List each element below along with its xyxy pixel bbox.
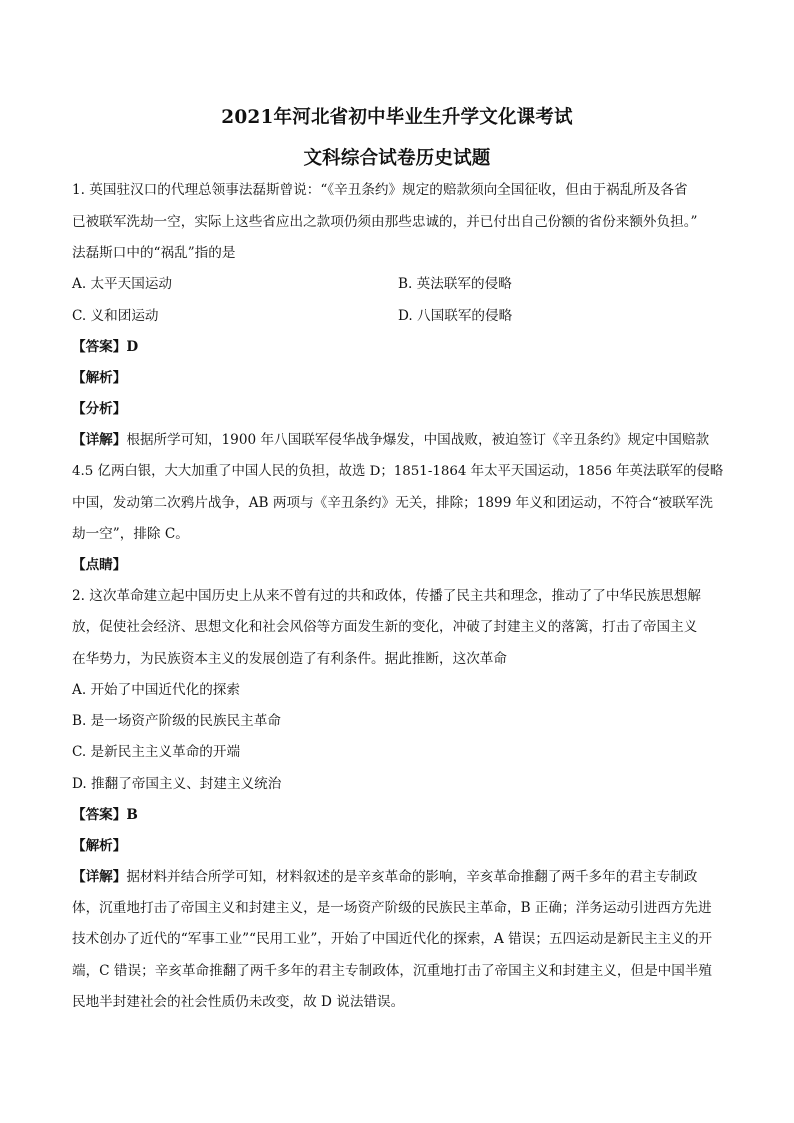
answer-value: B [126,807,138,823]
document-subtitle: 文科综合试卷历史试题 [303,148,491,169]
q1-option-c: C. 义和团运动 [72,308,159,324]
q2-detail-line-3: 技术创办了近代的“军事工业”“民用工业”，开始了中国近代化的探索，A 错误；五四运动是新民主主义的开 [72,931,713,947]
q1-option-a: A. 太平天国运动 [72,276,173,292]
q2-detail-line-4: 端，C 错误；辛亥革命推翻了两千多年的君主专制政体，沉重地打击了帝国主义和封建主义，但是中国半殖 [72,963,713,979]
q2-option-a: A. 开始了中国近代化的探索 [72,682,240,698]
q1-option-b: B. 英法联军的侵略 [398,276,512,292]
q2-option-d: D. 推翻了帝国主义、封建主义统治 [72,776,282,792]
q1-detail-line-4: 劫一空”，排除 C。 [72,526,189,542]
q1-stem-line-3: 法磊斯口中的“祸乱”指的是 [72,245,236,261]
answer-label: 【答案】 [72,339,127,355]
detail-text: 据材料并结合所学可知，材料叙述的是辛亥革命的影响，辛亥革命推翻了两千多年的君主专制政 [126,869,698,885]
detail-label: 【详解】 [72,432,127,448]
q1-answer [72,337,724,357]
q1-fenxi-label: 【分析】 [72,401,127,417]
q2-stem-line-2: 放，促使社会经济、思想文化和社会风俗等方面发生新的变化，冲破了封建主义的落篱，打击了帝国主义 [72,619,698,635]
q1-stem-line-1: 1. 英国驻汉口的代理总领事法磊斯曾说：“《辛丑条约》规定的赔款须向全国征收，但由于祸乱所及各省 [72,182,688,198]
q2-option-b: B. 是一场资产阶级的民族民主革命 [72,713,281,729]
q1-dianjing-label: 【点睛】 [72,557,127,573]
detail-label: 【详解】 [72,869,127,885]
answer-value: D [126,339,139,355]
q2-option-c: C. 是新民主主义革命的开端 [72,744,241,760]
q1-detail-line-2: 4.5 亿两白银，大大加重了中国人民的负担，故选 D；1851-1864 年太平天国运动，1856 年英法联军的侵略 [72,464,724,479]
detail-text: 根据所学可知，1900 年八国联军侵华战争爆发，中国战败，被迫签订《辛丑条约》规定中国赔款 [126,432,710,448]
document-title: 2021年河北省初中毕业生升学文化课考试 [221,107,573,128]
q2-analysis-label: 【解析】 [72,838,127,854]
q2-stem-line-3: 在华势力，为民族资本主义的发展创造了有利条件。据此推断，这次革命 [72,651,507,667]
q1-analysis-label: 【解析】 [72,370,127,386]
q2-answer [72,805,724,825]
answer-label: 【答案】 [72,807,127,823]
q2-stem-line-1: 2. 这次革命建立起中国历史上从来不曾有过的共和政体，传播了民主共和理念，推动了了中华民族思想解 [72,588,702,604]
q2-detail-line-1 [72,867,724,887]
q2-detail-line-2: 体，沉重地打击了帝国主义和封建主义，是一场资产阶级的民族民主革命，B 正确；洋务运动引进西方先进 [72,900,712,916]
q1-detail-line-1 [72,430,724,450]
q1-option-d: D. 八国联军的侵略 [398,308,513,324]
q2-detail-line-5: 民地半封建社会的社会性质仍未改变，故 D 说法错误。 [72,994,405,1010]
q1-stem-line-2: 已被联军洗劫一空，实际上这些省应出之款项仍须由那些忠诚的，并已付出自己份额的省份来额外负担。” [72,214,698,230]
q1-detail-line-3: 中国，发动第二次鸦片战争，AB 两项与《辛丑条约》无关，排除；1899 年义和团运动，不符合“被联军洗 [72,495,713,511]
